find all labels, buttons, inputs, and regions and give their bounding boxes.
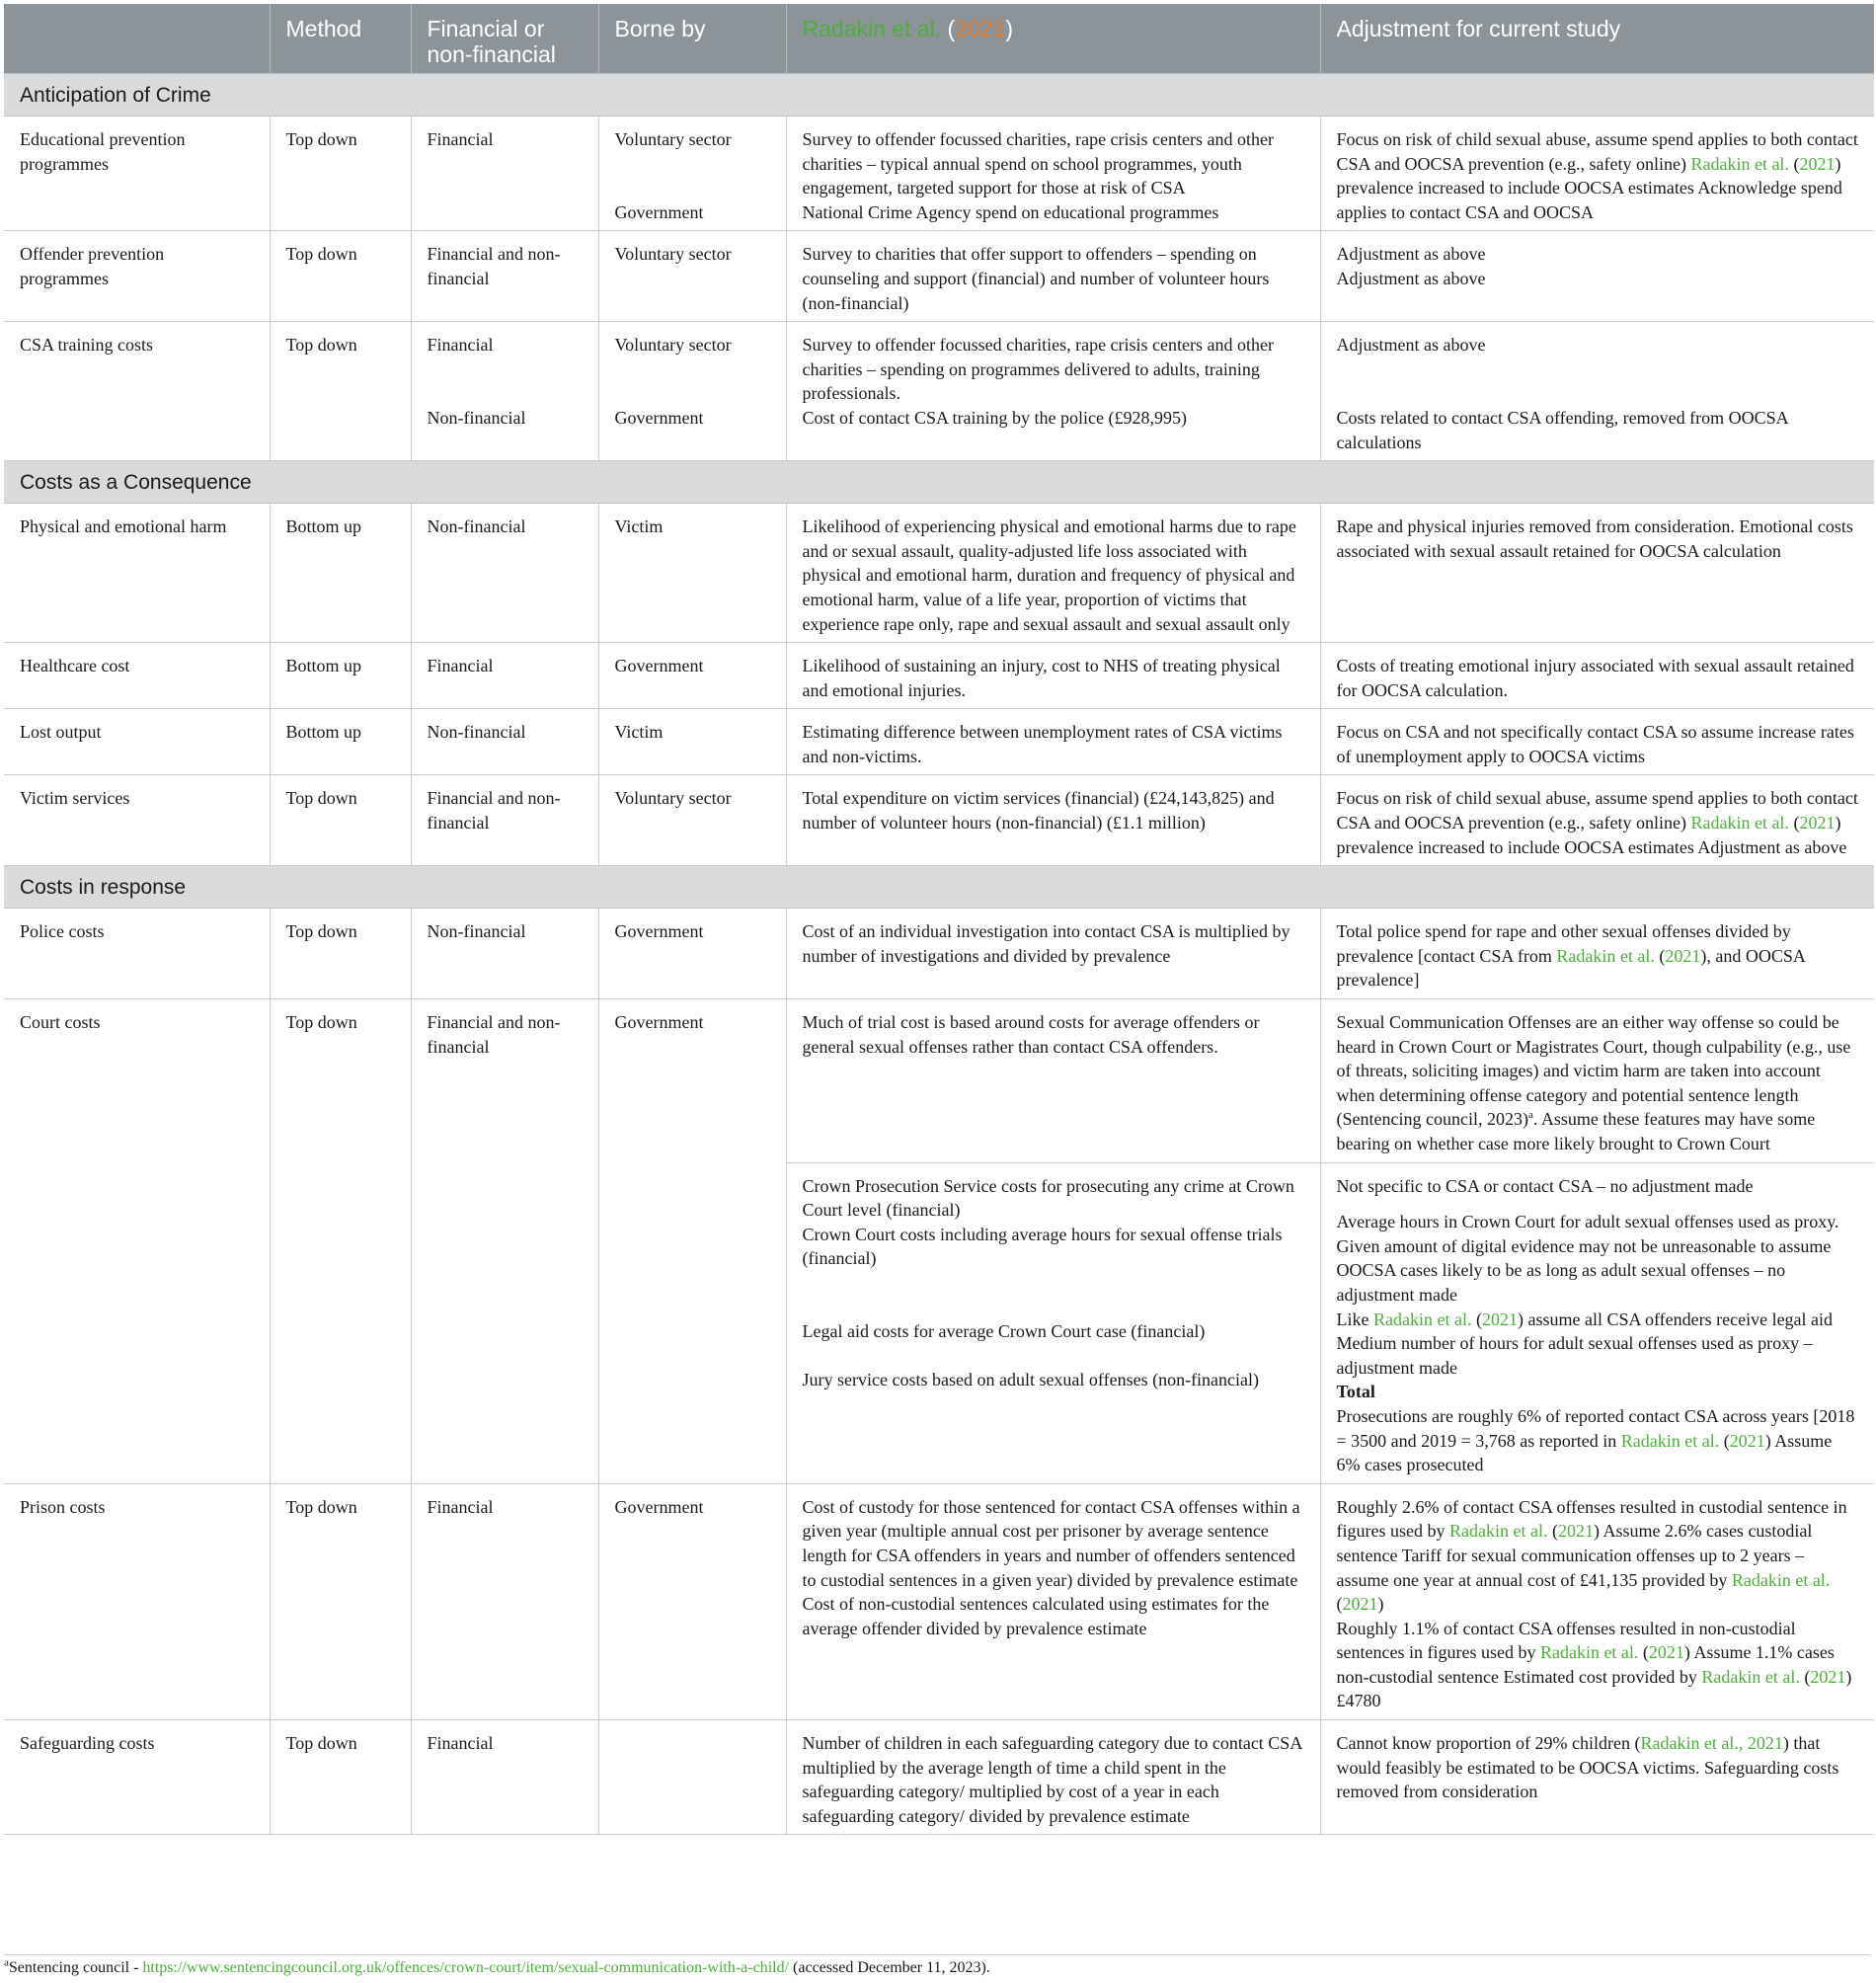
citation-link[interactable]: Radakin et al.	[1731, 1569, 1831, 1590]
cell-adj-text: Sexual Communication Offenses are an either way offense so could be heard in Crown Court or Magistrates Court, though culpability (e.g., use of threats, soliciting images) and victim harm are taken into account when determining offense category and potential sentence length (Sentencing council, 2023)	[1336, 1012, 1851, 1130]
cell-borne: Government	[598, 643, 786, 709]
cell-radakin-text: Cost of non-custodial sentences calculated using estimates for the average offender divided by prevalence estimate	[802, 1594, 1270, 1638]
citation-year-link[interactable]: 2021	[1665, 945, 1701, 966]
cell-adj-text: £4780	[1336, 1691, 1381, 1711]
table-row	[4, 1720, 1874, 1835]
cell-adjustment: Focus on risk of child sexual abuse, assume spend applies to both contact CSA and OOCSA prevention (e.g., safety online) Radakin et al. (2021) prevalence increased to include OOCSA estimates Adjustment as above	[1320, 775, 1874, 866]
citation-link[interactable]: Radakin et al.	[1539, 1642, 1639, 1663]
header-radakin-year[interactable]: 2021	[955, 16, 1006, 41]
cell-adj-text: Average hours in Crown Court for adult sexual offenses used as proxy. Given amount of digital evidence may not be unreasonable to assume OOCSA cases likely to be as long as adult sexual offenses – no adjustment made	[1336, 1212, 1839, 1305]
cell-adjustment: Cannot know proportion of 29% children (Radakin et al., 2021) that would feasibly be estimated to be OOCSA victims. Safeguarding costs removed from consideration	[1320, 1720, 1874, 1835]
cell-item: Lost output	[4, 709, 270, 775]
cell-adj-text: Like	[1336, 1309, 1369, 1329]
cell-radakin-text: Jury service costs based on adult sexual offenses (non-financial)	[802, 1370, 1260, 1390]
cell-method: Top down	[270, 775, 411, 866]
citation-year-link[interactable]: 2021	[1799, 153, 1836, 174]
cell-financial: Financial and non-financial	[411, 231, 598, 322]
cell-radakin-text: Survey to offender focussed charities, rape crisis centers and other charities – typical annual spend on school programmes, youth engagement, targeted support for those at risk of CSA	[802, 129, 1274, 198]
section-anticipation: Anticipation of Crime	[4, 74, 1874, 117]
cell-item: Educational prevention programmes	[4, 117, 270, 231]
cell-method: Top down	[270, 909, 411, 999]
cell-financial: Financial and non-financial	[411, 775, 598, 866]
cell-adjustment: Rape and physical injuries removed from consideration. Emotional costs associated with sexual assault retained for OOCSA calculation	[1320, 504, 1874, 643]
cell-adj-text: Assume 6% cases prosecuted	[1336, 1430, 1833, 1475]
cell-method: Top down	[270, 1720, 411, 1835]
cell-radakin	[786, 1483, 1320, 1719]
cell-adjustment: Focus on CSA and not specifically contact CSA so assume increase rates of unemployment apply to OOCSA victims	[1320, 709, 1874, 775]
cell-radakin-text: National Crime Agency spend on educational programmes	[802, 201, 1219, 222]
cell-item: Physical and emotional harm	[4, 504, 270, 643]
header-method: Method	[270, 4, 411, 74]
cell-adj-text: Adjustment as above	[1336, 335, 1486, 356]
cell-adj-text: Cannot know proportion of 29% children	[1336, 1733, 1630, 1754]
total-label: Total	[1336, 1382, 1375, 1402]
cost-table	[4, 4, 1874, 1835]
cell-adjustment	[1320, 999, 1874, 1163]
cell-financial-line: Financial	[427, 335, 494, 356]
cell-adjustment: Not specific to CSA or contact CSA – no adjustment made Average hours in Crown Court for adult sexual offenses used as proxy. Given amount of digital evidence may not be unreasonable to assume OOCSA cases likely to be as long as adult sexual offenses – no adjustment made Like Radakin et al. (2021) assume all CSA offenders receive legal aid Medium number of hours for adult sexual offenses used as proxy – adjustment made Total Prosecutions are roughly 6% of reported contact CSA across years [2018 = 3500 and 2019 = 3,768 as reported in Radakin et al. (2021) Assume 6% cases prosecuted	[1320, 1162, 1874, 1483]
cell-method: Top down	[270, 231, 411, 322]
cell-radakin: Total expenditure on victim services (financial) (£24,143,825) and number of volunteer hours (non-financial) (£1.1 million)	[786, 775, 1320, 866]
cell-radakin-text: Cost of custody for those sentenced for contact CSA offenses within a given year (multiple annual cost per prisoner by average sentence length for CSA offenders in years and number of offenders sentenced to custodial sentences in a given year) divided by prevalence estimate	[802, 1496, 1300, 1590]
cell-financial: Financial	[411, 1720, 598, 1835]
cell-method: Bottom up	[270, 709, 411, 775]
cell-adj-text: prevalence increased to include OOCSA estimates	[1336, 178, 1694, 198]
citation-link[interactable]: Radakin et al.	[1701, 1666, 1800, 1687]
header-item	[4, 4, 270, 74]
footnote-accessed: (accessed December 11, 2023).	[789, 1959, 990, 1976]
section-row	[4, 866, 1874, 909]
citation-link[interactable]: Radakin et al.	[1620, 1430, 1720, 1451]
citation-link[interactable]: Radakin et al.	[1556, 945, 1655, 966]
cell-radakin	[786, 322, 1320, 461]
cell-item: Healthcare cost	[4, 643, 270, 709]
header-financial: Financial or non-financial	[411, 4, 598, 74]
cell-adj-text: . Assume these features may have some bearing on whether case more likely brought to Crown Court	[1336, 1109, 1816, 1153]
cell-borne: Government	[598, 909, 786, 999]
cell-item: Safeguarding costs	[4, 1720, 270, 1835]
cell-adj-text: Assume 2.6% cases custodial sentence Tariff for sexual communication offenses up to 2 years – assume one year at annual cost of £41,135 provided by	[1336, 1521, 1813, 1590]
cell-adj-text: prevalence increased to include OOCSA estimates	[1336, 836, 1694, 857]
citation-link[interactable]: Radakin et al.	[1690, 813, 1789, 833]
cell-item: Court costs	[4, 999, 270, 1484]
cell-adj-text: Prosecutions are roughly 6% of reported contact CSA across years [2018 = 3500 and 2019 = 3,768 as reported in	[1336, 1405, 1855, 1451]
cell-financial	[411, 322, 598, 461]
citation-year-link[interactable]: 2021	[1481, 1309, 1518, 1329]
table-row	[4, 1483, 1874, 1719]
cell-financial-line: Non-financial	[427, 407, 526, 428]
footnote-marker[interactable]: a	[1527, 1109, 1533, 1122]
cell-adj-text: Focus on risk of child sexual abuse, assume spend applies to both contact CSA and OOCSA prevention (e.g., safety online)	[1336, 129, 1858, 174]
cell-borne	[598, 117, 786, 231]
cell-item: CSA training costs	[4, 322, 270, 461]
cell-radakin-text: Crown Court costs including average hours for sexual offense trials (financial)	[802, 1224, 1283, 1269]
cell-financial: Non-financial	[411, 909, 598, 999]
cell-radakin: Cost of an individual investigation into contact CSA is multiplied by number of investigations and divided by prevalence	[786, 909, 1320, 999]
cell-radakin: Likelihood of experiencing physical and emotional harms due to rape and or sexual assault, quality-adjusted life loss associated with physical and emotional harm, duration and frequency of physical and emotional harm, value of a life year, proportion of victims that experience rape only, rape and sexual assault and sexual assault only	[786, 504, 1320, 643]
section-row	[4, 74, 1874, 117]
table-row	[4, 775, 1874, 866]
cell-adjustment	[1320, 322, 1874, 461]
footnote-marker: a	[4, 1956, 9, 1969]
cell-borne: Voluntary sector	[598, 775, 786, 866]
cell-adj-text: Medium number of hours for adult sexual offenses used as proxy – adjustment made	[1336, 1333, 1813, 1378]
cell-adj-text: Acknowledge spend applies to contact CSA and OOCSA	[1336, 178, 1842, 222]
cell-adjustment: Costs of treating emotional injury associated with sexual assault retained for OOCSA calculation.	[1320, 643, 1874, 709]
header-radakin-link[interactable]: Radakin et al.	[802, 16, 942, 41]
cell-radakin	[786, 117, 1320, 231]
cell-adj-text: Roughly 1.1% of contact CSA offenses resulted in non-custodial sentences in figures used by	[1336, 1618, 1796, 1663]
cell-item: Police costs	[4, 909, 270, 999]
cell-radakin: Much of trial cost is based around costs for average offenders or general sexual offenses rather than contact CSA offenders.	[786, 999, 1320, 1163]
cell-item: Offender prevention programmes	[4, 231, 270, 322]
cell-method: Top down	[270, 1483, 411, 1719]
cell-financial: Financial and non-financial	[411, 999, 598, 1484]
cell-borne-line: Government	[614, 201, 704, 222]
cell-adj-text: Total police spend for rape and other sexual offenses divided by prevalence [contact CSA from	[1336, 921, 1791, 966]
citation-link[interactable]: Radakin et al., 2021	[1640, 1733, 1783, 1754]
cell-adj-text: Adjustment as above	[1336, 244, 1486, 265]
cell-adjustment: Focus on risk of child sexual abuse, assume spend applies to both contact CSA and OOCSA prevention (e.g., safety online) Radakin et al. (2021) prevalence increased to include OOCSA estimates Acknowledge spend applies to contact CSA and OOCSA	[1320, 117, 1874, 231]
cell-adj-text: Not specific to CSA or contact CSA – no adjustment made	[1336, 1175, 1754, 1196]
cell-radakin-text: Crown Prosecution Service costs for prosecuting any crime at Crown Court level (financial)	[802, 1175, 1294, 1221]
table-row	[4, 117, 1874, 231]
cell-borne: Government	[598, 1483, 786, 1719]
cell-item: Victim services	[4, 775, 270, 866]
cell-adj-text: Focus on risk of child sexual abuse, assume spend applies to both contact CSA and OOCSA prevention (e.g., safety online)	[1336, 788, 1858, 833]
cell-radakin-text: Cost of contact CSA training by the police (£928,995)	[802, 407, 1187, 428]
cell-adj-text: Adjustment as above	[1697, 836, 1847, 857]
citation-year-link[interactable]: 2021	[1810, 1666, 1846, 1687]
cell-borne: Victim	[598, 709, 786, 775]
table-row	[4, 999, 1874, 1163]
cell-borne	[598, 322, 786, 461]
cell-radakin-text: Legal aid costs for average Crown Court case (financial)	[802, 1321, 1206, 1342]
cell-adj-text: Adjustment as above	[1336, 268, 1486, 288]
header-row	[4, 4, 1874, 74]
cell-adj-text: , and OOCSA prevalence]	[1336, 945, 1805, 991]
cell-financial: Financial	[411, 643, 598, 709]
section-consequence: Costs as a Consequence	[4, 461, 1874, 504]
cell-borne-line: Voluntary sector	[614, 129, 732, 149]
cell-adjustment: Total police spend for rape and other sexual offenses divided by prevalence [contact CSA from Radakin et al. (2021), and OOCSA prevalence]	[1320, 909, 1874, 999]
cell-borne: Voluntary sector	[598, 231, 786, 322]
cell-radakin: Likelihood of sustaining an injury, cost to NHS of treating physical and emotional injuries.	[786, 643, 1320, 709]
cell-radakin-text: Survey to offender focussed charities, rape crisis centers and other charities – spending on programmes delivered to adults, training professionals.	[802, 335, 1274, 404]
cell-borne	[598, 1720, 786, 1835]
cell-adjustment	[1320, 231, 1874, 322]
citation-year-link[interactable]: 2021	[1729, 1430, 1765, 1451]
cell-financial: Non-financial	[411, 504, 598, 643]
citation-year-link[interactable]: 2021	[1799, 813, 1836, 833]
cell-adjustment: Roughly 2.6% of contact CSA offenses resulted in custodial sentence in figures used by Radakin et al. (2021) Assume 2.6% cases custodial sentence Tariff for sexual communication offenses up to 2 years – assume one year at annual cost of £41,135 provided by Radakin et al. (2021) Roughly 1.1% of contact CSA offenses resulted in non-custodial sentences in figures used by Radakin et al. (2021) Assume 1.1% cases non-custodial sentence Estimated cost provided by Radakin et al. (2021) £4780	[1320, 1483, 1874, 1719]
header-radakin: Radakin et al. (2021)	[786, 4, 1320, 74]
cell-method: Bottom up	[270, 643, 411, 709]
section-response: Costs in response	[4, 866, 1874, 909]
cell-borne-line: Government	[614, 407, 704, 428]
table-row	[4, 322, 1874, 461]
header-adjustment: Adjustment for current study	[1320, 4, 1874, 74]
cell-radakin: Survey to charities that offer support to offenders – spending on counseling and support (financial) and number of volunteer hours (non-financial)	[786, 231, 1320, 322]
footnote-url-link[interactable]: https://www.sentencingcouncil.org.uk/offences/crown-court/item/sexual-communication-with-a-child/	[142, 1959, 790, 1976]
citation-year-link[interactable]: 2021	[1648, 1642, 1684, 1663]
table-row	[4, 709, 1874, 775]
cell-method: Bottom up	[270, 504, 411, 643]
cell-radakin: Number of children in each safeguarding category due to contact CSA multiplied by the average length of time a child spent in the safeguarding category/ multiplied by cost of a year in each safeguarding category/ divided by prevalence estimate	[786, 1720, 1320, 1835]
section-row	[4, 461, 1874, 504]
cell-adj-text: that would feasibly be estimated to be OOCSA victims. Safeguarding costs removed from consideration	[1336, 1733, 1839, 1802]
citation-year-link[interactable]: 2021	[1557, 1521, 1594, 1542]
cell-borne: Government	[598, 999, 786, 1484]
cell-financial: Non-financial	[411, 709, 598, 775]
footnote	[4, 1954, 1870, 1977]
citation-link[interactable]: Radakin et al.	[1373, 1309, 1472, 1329]
cell-adj-text: Costs related to contact CSA offending, removed from OOCSA calculations	[1336, 407, 1788, 452]
citation-link[interactable]: Radakin et al.	[1690, 153, 1789, 174]
cell-financial: Financial	[411, 117, 598, 231]
table-row	[4, 643, 1874, 709]
citation-year-link[interactable]: 2021	[1342, 1594, 1378, 1615]
cell-adj-text: Roughly 2.6% of contact CSA offenses resulted in custodial sentence in figures used by	[1336, 1496, 1847, 1542]
cell-borne: Victim	[598, 504, 786, 643]
header-borne-by: Borne by	[598, 4, 786, 74]
footnote-source: Sentencing council -	[8, 1959, 143, 1976]
cell-radakin	[786, 1162, 1320, 1483]
citation-link[interactable]: Radakin et al.	[1448, 1521, 1548, 1542]
cell-item: Prison costs	[4, 1483, 270, 1719]
cell-radakin: Estimating difference between unemployment rates of CSA victims and non-victims.	[786, 709, 1320, 775]
table-row	[4, 504, 1874, 643]
table-row	[4, 231, 1874, 322]
cell-adj-text: assume all CSA offenders receive legal aid	[1527, 1309, 1834, 1329]
cell-borne-line: Voluntary sector	[614, 335, 732, 356]
cell-method: Top down	[270, 117, 411, 231]
cell-method: Top down	[270, 999, 411, 1484]
cell-financial: Financial	[411, 1483, 598, 1719]
table-row	[4, 909, 1874, 999]
cell-adj-text: Assume 1.1% cases non-custodial sentence Estimated cost provided by	[1336, 1642, 1835, 1687]
cell-method: Top down	[270, 322, 411, 461]
